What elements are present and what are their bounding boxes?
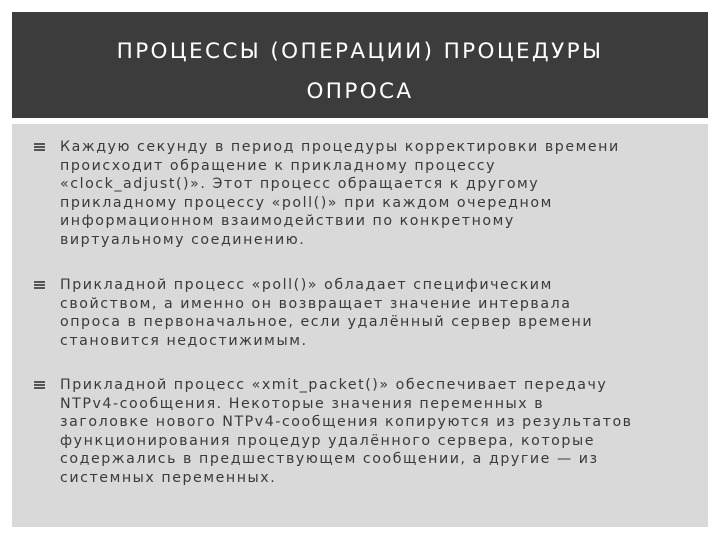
slide-title: ПРОЦЕССЫ (ОПЕРАЦИИ) ПРОЦЕДУРЫ ОПРОСА — [116, 39, 604, 104]
bullet-text: Каждую секунду в период процедуры корректировки времени происходит обращение к прикладному процессу «clock_adjust()». Этот процесс обращается к другому прикладному процессу «poll()» при каждом очередном информационном взаимодействии по конкретному виртуальному соединению. — [60, 139, 620, 248]
content-area — [12, 124, 708, 527]
list-bullet-icon — [34, 143, 45, 151]
bullet-text: Прикладной процесс «xmit_packet()» обеспечивает передачу NTPv4-сообщения. Некоторые значения переменных в заголовке нового NTPv4-сообщения копируются из результатов функционирования процедур удалённого сервера, которые содержались в предшествующем сообщении, а другие — из системных переменных. — [60, 377, 633, 486]
bullet-text: Прикладной процесс «poll()» обладает специфическим свойством, а именно он возвращает значение интервала опроса в первоначальное, если удалённый сервер времени становится недостижимым. — [60, 277, 594, 349]
list-bullet-icon — [34, 281, 45, 289]
list-bullet-icon — [34, 381, 45, 389]
title-bar — [12, 12, 708, 118]
